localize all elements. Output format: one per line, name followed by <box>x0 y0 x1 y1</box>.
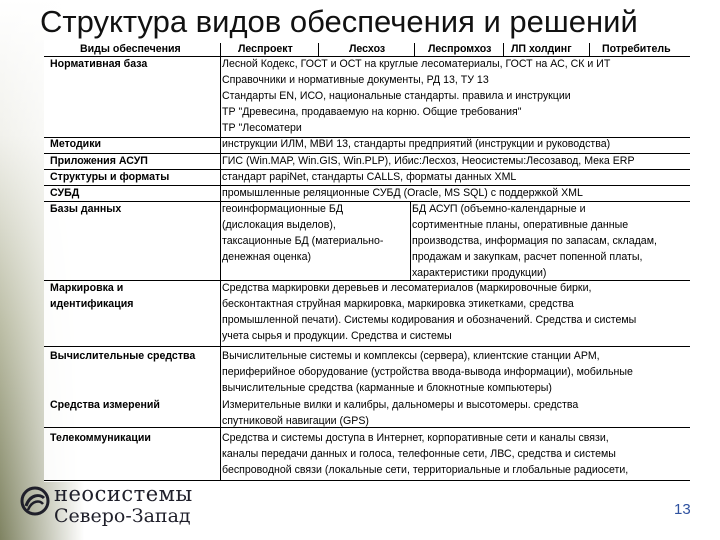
header-cell-lesproekt: Леспроект <box>238 43 293 55</box>
row-divider <box>44 185 690 186</box>
cell-db-geo-line: таксационные БД (материально- <box>222 235 384 247</box>
column-divider-db <box>410 201 411 280</box>
row-divider <box>44 56 690 57</box>
header-divider <box>414 43 415 56</box>
row-label-marking-2: идентификация <box>50 298 134 310</box>
header-cell-lp-holding: ЛП холдинг <box>511 43 572 55</box>
row-label-normative: Нормативная база <box>50 58 148 70</box>
row-label-applications: Приложения АСУП <box>50 155 148 167</box>
cell-normative-line: ТР "Лесоматери <box>222 122 302 134</box>
cell-marking-line: промышленной печати). Системы кодирования и обозначений. Средства и системы <box>222 314 637 326</box>
row-label-computing: Вычислительные средства <box>50 350 196 362</box>
header-cell-lespromkhoz: Леспромхоз <box>428 43 492 55</box>
cell-measurement-line: спутниковой навигации (GPS) <box>222 415 369 427</box>
row-label-telecom: Телекоммуникации <box>50 432 151 444</box>
row-divider <box>44 137 690 138</box>
cell-measurement-line: Измерительные вилки и калибры, дальномеры и высотомеры. средства <box>222 399 579 411</box>
row-label-structures: Структуры и форматы <box>50 171 170 183</box>
cell-computing-line: вычислительные средства (карманные и блокнотные компьютеры) <box>222 382 552 394</box>
neosystems-logo-icon <box>20 486 50 516</box>
header-divider <box>318 43 319 56</box>
cell-normative-line: ТР "Древесина, продаваемую на корню. Общие требования" <box>222 106 522 118</box>
header-divider <box>503 43 504 56</box>
cell-db-geo-line: (дислокация выделов), <box>222 219 336 231</box>
row-divider <box>44 201 690 202</box>
cell-db-asup-line: производства, информация по запасам, складам, <box>412 235 657 247</box>
row-label-measurement: Средства измерений <box>50 399 160 411</box>
slide-title: Структура видов обеспечения и решений <box>40 4 638 39</box>
cell-dbms: промышленные реляционные СУБД (Oracle, MS SQL) с поддержкой XML <box>222 187 583 199</box>
cell-marking-line: учета сырья и продукции. Средства и системы <box>222 330 452 342</box>
cell-telecom-line: каналы передачи данных и голоса, телефонные сети, ЛВС, средства и системы <box>222 448 616 460</box>
logo-text-north-west: Северо-Запад <box>54 505 191 527</box>
row-label-dbms: СУБД <box>50 187 80 199</box>
cell-normative-line: Лесной Кодекс, ГОСТ и ОСТ на круглые лесоматериалы, ГОСТ на АС, СК и ИТ <box>222 58 611 70</box>
header-divider <box>589 43 590 56</box>
cell-db-asup-line: БД АСУП (объемно-календарные и <box>412 203 586 215</box>
page-number: 13 <box>674 501 691 518</box>
cell-structures: стандарт papiNet, стандарты CALLS, форматы данных XML <box>222 171 517 183</box>
row-label-marking-1: Маркировка и <box>50 282 124 294</box>
row-divider <box>44 427 690 428</box>
cell-normative-line: Стандарты EN, ИСО, национальные стандарты. правила и инструкции <box>222 90 571 102</box>
row-divider <box>44 169 690 170</box>
cell-db-asup-line: характеристики продукции) <box>412 267 547 279</box>
row-divider <box>44 280 690 281</box>
cell-computing-line: периферийное оборудование (устройства ввода-вывода информации), мобильные <box>222 366 633 378</box>
cell-marking-line: Средства маркировки деревьев и лесоматериалов (маркировочные бирки, <box>222 282 592 294</box>
row-divider <box>44 153 690 154</box>
cell-marking-line: бесконтактная струйная маркировка, маркировка этикетками, средства <box>222 298 574 310</box>
solutions-table <box>44 40 690 482</box>
row-divider <box>44 480 690 481</box>
cell-telecom-line: беспроводной связи (локальные сети, территориальные и глобальные радиосети, <box>222 464 629 476</box>
header-cell-types: Виды обеспечения <box>80 43 181 55</box>
cell-db-asup-line: сортиментные планы, оперативные данные <box>412 219 629 231</box>
logo-text-neosystems: неосистемы <box>54 482 193 506</box>
cell-db-geo-line: денежная оценка) <box>222 251 312 263</box>
cell-computing-line: Вычислительные системы и комплексы (сервера), клиентские станции АРМ, <box>222 350 600 362</box>
cell-normative-line: Справочники и нормативные документы, РД 13, ТУ 13 <box>222 74 489 86</box>
cell-applications: ГИС (Win.MAP, Win.GIS, Win.PLP), Ибис:Лесхоз, Неосистемы:Лесозавод, Мека ERP <box>222 155 635 167</box>
row-label-databases: Базы данных <box>50 203 122 215</box>
header-cell-leskhoz: Лесхоз <box>349 43 386 55</box>
cell-telecom-line: Средства и системы доступа в Интернет, корпоративные сети и каналы связи, <box>222 432 609 444</box>
row-label-methods: Методики <box>50 138 102 150</box>
header-cell-consumer: Потребитель <box>602 43 671 55</box>
cell-db-asup-line: продажам и закупкам, расчет попенной платы, <box>412 251 643 263</box>
cell-methods: инструкции ИЛМ, МВИ 13, стандарты предприятий (инструкции и руководства) <box>222 138 611 150</box>
row-divider <box>44 346 690 347</box>
column-divider <box>220 56 221 481</box>
cell-db-geo-line: геоинформационные БД <box>222 203 344 215</box>
header-divider <box>220 43 221 56</box>
